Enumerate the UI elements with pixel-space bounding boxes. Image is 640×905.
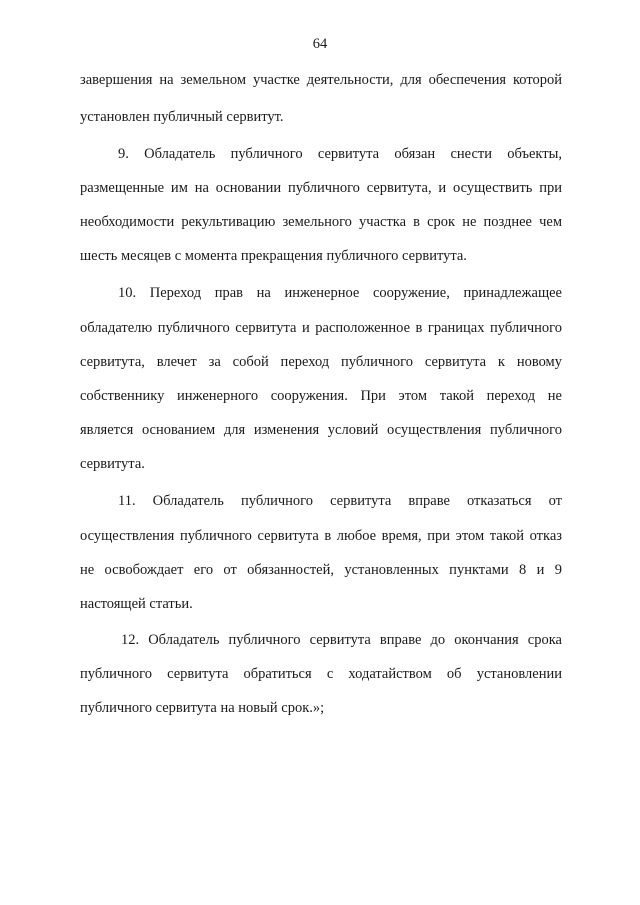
page-number: 64	[312, 36, 328, 52]
text-line: обладателю публичного сервитута и расположенное в границах публичного	[80, 320, 562, 336]
text-line: 9. Обладатель публичного сервитута обязан снести объекты,	[118, 146, 562, 162]
text-line: сервитута, влечет за собой переход публичного сервитута к новому	[80, 354, 562, 370]
text-line: осуществления публичного сервитута в любое время, при этом такой отказ	[80, 528, 562, 544]
text-line: не освобождает его от обязанностей, установленных пунктами 8 и 9	[80, 562, 562, 578]
text-line: публичного сервитута обратиться с ходатайством об установлении	[80, 666, 562, 682]
text-line: 10. Переход прав на инженерное сооружение, принадлежащее	[118, 285, 562, 301]
text-line: необходимости рекультивацию земельного участка в срок не позднее чем	[80, 214, 562, 230]
text-line: сервитута.	[80, 456, 145, 472]
text-line: размещенные им на основании публичного сервитута, и осуществить при	[80, 180, 562, 196]
text-line: установлен публичный сервитут.	[80, 109, 284, 125]
text-line: собственнику инженерного сооружения. При этом такой переход не	[80, 388, 562, 404]
text-line: завершения на земельном участке деятельности, для обеспечения которой	[80, 72, 562, 88]
text-line: 12. Обладатель публичного сервитута вправе до окончания срока	[121, 632, 562, 648]
text-line: 11. Обладатель публичного сервитута вправе отказаться от	[118, 493, 562, 509]
text-line: публичного сервитута на новый срок.»;	[80, 700, 325, 716]
text-line: настоящей статьи.	[80, 596, 193, 612]
text-line: является основанием для изменения условий осуществления публичного	[80, 422, 562, 438]
text-line: шесть месяцев с момента прекращения публичного сервитута.	[80, 248, 467, 264]
